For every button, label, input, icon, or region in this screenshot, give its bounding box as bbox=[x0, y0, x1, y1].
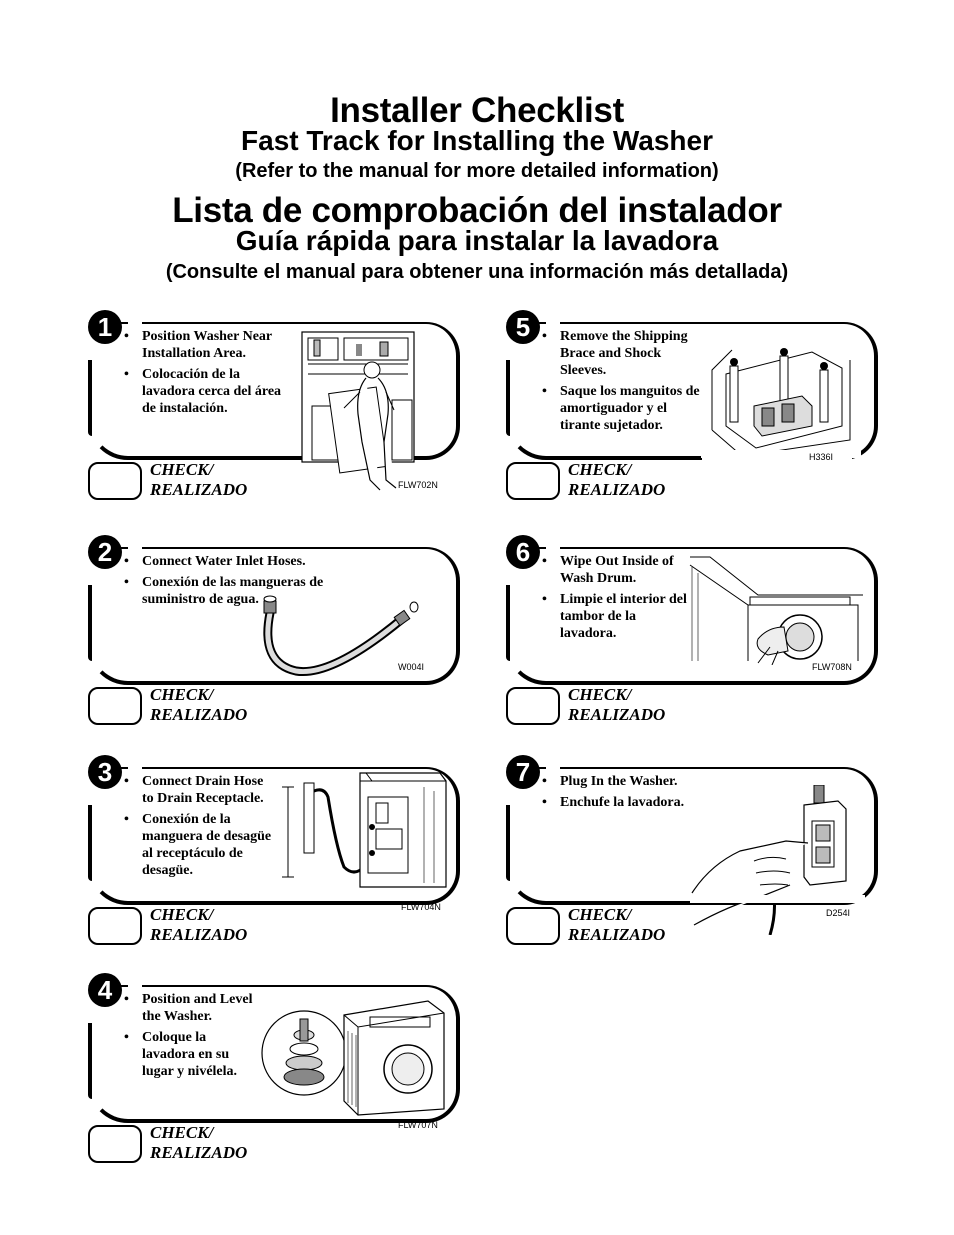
step-item: • Enchufe la lavadora. bbox=[542, 794, 742, 811]
figure-code: D254I bbox=[826, 908, 851, 918]
check-box[interactable] bbox=[88, 1125, 142, 1163]
check-box[interactable] bbox=[88, 687, 142, 725]
leveling-leg-washer-illustration bbox=[258, 991, 458, 1121]
step-item: • Colocación de la lavadora cerca del área de instalación. bbox=[124, 366, 294, 417]
step-item: • Connect Drain Hose to Drain Receptacle. bbox=[124, 773, 274, 807]
person-moving-washer-illustration bbox=[300, 330, 420, 500]
figure-code: FLW702N bbox=[398, 480, 438, 490]
check-box[interactable] bbox=[506, 907, 560, 945]
check-label: CHECK/ REALIZADO bbox=[568, 460, 666, 499]
step-5 bbox=[506, 310, 896, 520]
step-item: • Saque los manguitos de amortiguador y el tirante sujetador. bbox=[542, 383, 710, 434]
step-number-badge: 2 bbox=[88, 535, 122, 569]
subtitle-es: Guía rápida para instalar la lavadora bbox=[235, 225, 719, 256]
step-number-badge: 6 bbox=[506, 535, 540, 569]
check-label: CHECK/ REALIZADO bbox=[150, 905, 248, 944]
step-7 bbox=[506, 755, 896, 965]
water-inlet-hose-illustration bbox=[252, 593, 425, 683]
check-label: CHECK/ REALIZADO bbox=[150, 1123, 248, 1162]
figure-code: W004I bbox=[398, 662, 425, 672]
subtitle-en: Fast Track for Installing the Washer bbox=[241, 125, 713, 156]
figure-code: FLW708N bbox=[812, 662, 852, 672]
note-en: (Refer to the manual for more detailed information) bbox=[235, 160, 719, 182]
step-2 bbox=[88, 535, 478, 745]
step-1 bbox=[88, 310, 478, 520]
step-item: • Remove the Shipping Brace and Shock Sleeves. bbox=[542, 328, 700, 379]
step-6 bbox=[506, 535, 896, 745]
step-item: • Position Washer Near Installation Area. bbox=[124, 328, 294, 362]
step-item: • Plug In the Washer. bbox=[542, 773, 742, 790]
note-es: (Consulte el manual para obtener una información más detallada) bbox=[165, 261, 789, 283]
step-number-badge: 7 bbox=[506, 755, 540, 789]
step-number-badge: 3 bbox=[88, 755, 122, 789]
drain-hose-washer-illustration bbox=[274, 767, 454, 897]
shipping-brace-illustration bbox=[702, 330, 852, 460]
title-en: Installer Checklist bbox=[330, 91, 624, 130]
check-label: CHECK/ REALIZADO bbox=[150, 685, 248, 724]
check-box[interactable] bbox=[506, 687, 560, 725]
step-number-badge: 1 bbox=[88, 310, 122, 344]
check-label: CHECK/ REALIZADO bbox=[568, 905, 666, 944]
check-box[interactable] bbox=[506, 462, 560, 500]
step-item: • Conexión de las mangueras de suministro de agua. bbox=[124, 574, 342, 608]
step-number-badge: 4 bbox=[88, 973, 122, 1007]
step-item: • Limpie el interior del tambor de la lavadora. bbox=[542, 591, 695, 642]
figure-code: FLW707N bbox=[398, 1120, 438, 1130]
step-item: • Coloque la lavadora en su lugar y nivélela. bbox=[124, 1029, 254, 1080]
wiping-drum-illustration bbox=[688, 555, 863, 665]
check-box[interactable] bbox=[88, 907, 142, 945]
step-3 bbox=[88, 755, 478, 965]
step-item: • Conexión de la manguera de desagüe al receptáculo de desagüe. bbox=[124, 811, 274, 879]
step-item: • Position and Level the Washer. bbox=[124, 991, 254, 1025]
figure-code: H336I bbox=[809, 452, 834, 462]
figure-code: FLW704N bbox=[401, 902, 441, 912]
check-label: CHECK/ REALIZADO bbox=[568, 685, 666, 724]
title-es: Lista de comprobación del instalador bbox=[172, 191, 782, 230]
check-box[interactable] bbox=[88, 462, 142, 500]
step-item: • Wipe Out Inside of Wash Drum. bbox=[542, 553, 690, 587]
step-number-badge: 5 bbox=[506, 310, 540, 344]
step-item: • Connect Water Inlet Hoses. bbox=[124, 553, 354, 570]
step-4 bbox=[88, 973, 478, 1183]
check-label: CHECK/ REALIZADO bbox=[150, 460, 248, 499]
